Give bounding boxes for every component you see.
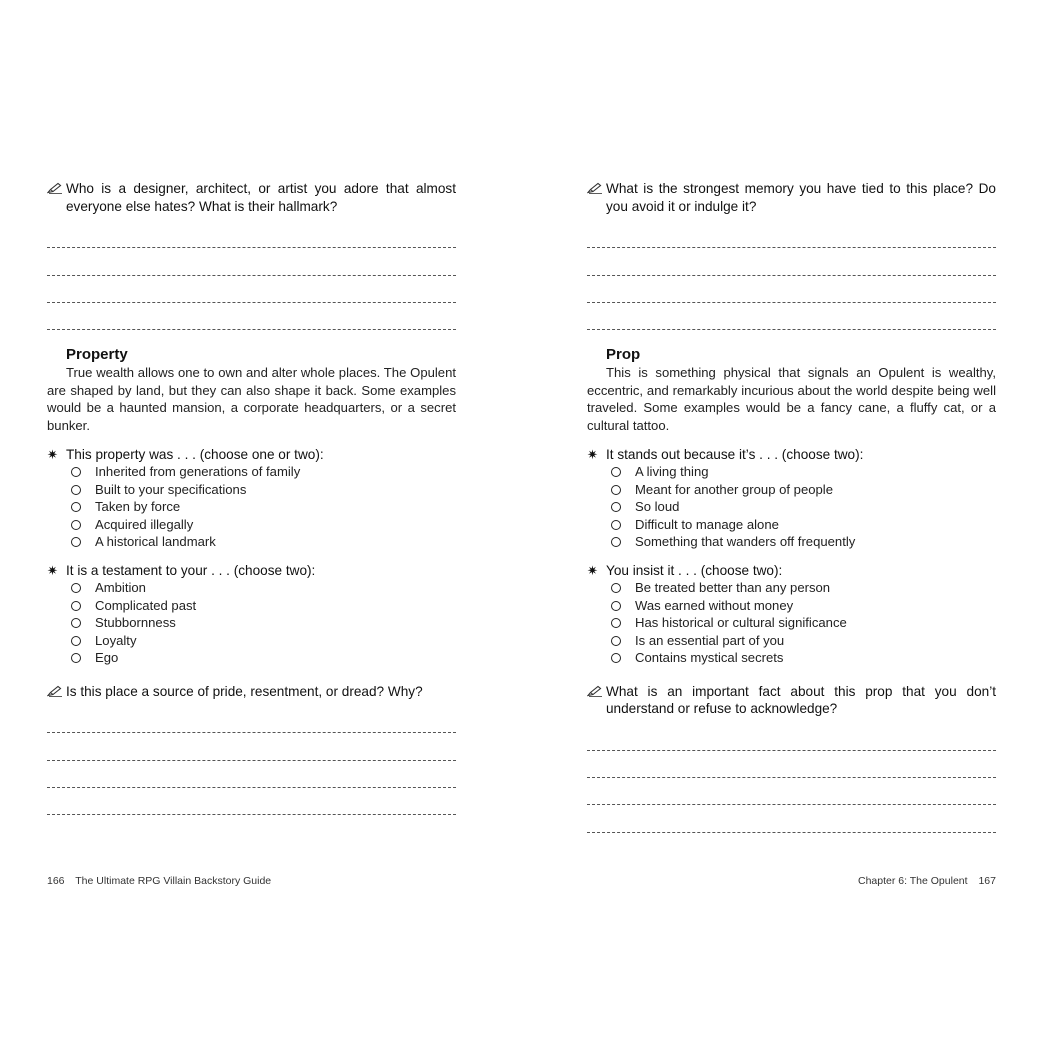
circle-checkbox-icon[interactable] [71, 467, 81, 477]
prompt-text: Is this place a source of pride, resentment, or dread? Why? [66, 683, 423, 699]
option-list [47, 463, 456, 551]
circle-checkbox-icon[interactable] [611, 467, 621, 477]
asterisk-icon: ✷ [587, 446, 598, 462]
section-body: This is something physical that signals an Opulent is wealthy, eccentric, and remarkably incurious about the world despite being well traveled. Some examples would be a fancy cane, a fluffy cat, or a cultural tattoo. [587, 365, 996, 433]
option-item[interactable] [47, 649, 456, 667]
section [587, 346, 996, 434]
option-label: Ego [95, 650, 119, 666]
answer-line[interactable] [47, 706, 456, 733]
option-item[interactable] [47, 498, 456, 516]
option-label: Has historical or cultural significance [635, 615, 847, 631]
answer-line[interactable] [587, 303, 996, 330]
answer-lines[interactable] [47, 706, 456, 815]
circle-checkbox-icon[interactable] [71, 653, 81, 663]
option-item[interactable] [47, 533, 456, 551]
answer-lines[interactable] [587, 724, 996, 833]
answer-line[interactable] [47, 788, 456, 815]
pencil-icon [587, 182, 603, 194]
circle-checkbox-icon[interactable] [611, 520, 621, 530]
answer-line[interactable] [587, 805, 996, 832]
circle-checkbox-icon[interactable] [71, 583, 81, 593]
answer-line[interactable] [587, 778, 996, 805]
asterisk-icon: ✷ [47, 562, 58, 578]
option-label: Complicated past [95, 597, 197, 613]
option-item[interactable] [587, 463, 996, 481]
option-list [587, 579, 996, 667]
left-page [47, 180, 456, 815]
option-label: Contains mystical secrets [635, 650, 784, 666]
circle-checkbox-icon[interactable] [611, 502, 621, 512]
circle-checkbox-icon[interactable] [71, 636, 81, 646]
question [47, 446, 456, 551]
circle-checkbox-icon[interactable] [611, 583, 621, 593]
option-label: A living thing [635, 464, 709, 480]
option-item[interactable] [587, 597, 996, 615]
option-item[interactable] [47, 481, 456, 499]
prompt-text: What is an important fact about this prop that you don’t understand or refuse to acknowledge? [606, 683, 996, 717]
option-item[interactable] [47, 463, 456, 481]
answer-line[interactable] [587, 248, 996, 275]
circle-checkbox-icon[interactable] [71, 537, 81, 547]
circle-checkbox-icon[interactable] [611, 653, 621, 663]
option-item[interactable] [47, 632, 456, 650]
pencil-icon [47, 685, 63, 697]
asterisk-icon: ✷ [587, 562, 598, 578]
option-item[interactable] [47, 579, 456, 597]
circle-checkbox-icon[interactable] [71, 520, 81, 530]
section [47, 346, 456, 434]
answer-line[interactable] [587, 276, 996, 303]
question-label [587, 562, 996, 580]
circle-checkbox-icon[interactable] [611, 537, 621, 547]
writing-prompt [47, 180, 456, 215]
option-label: Meant for another group of people [635, 481, 833, 497]
answer-lines[interactable] [47, 221, 456, 330]
option-label: Difficult to manage alone [635, 516, 779, 532]
option-item[interactable] [587, 533, 996, 551]
option-item[interactable] [587, 632, 996, 650]
question-text: This property was . . . (choose one or two): [66, 446, 324, 462]
option-label: Loyalty [95, 632, 137, 648]
option-label: Taken by force [95, 499, 181, 515]
option-label: A historical landmark [95, 534, 216, 550]
pencil-icon [47, 182, 63, 194]
circle-checkbox-icon[interactable] [611, 601, 621, 611]
circle-checkbox-icon[interactable] [611, 618, 621, 628]
question [587, 562, 996, 667]
option-item[interactable] [587, 614, 996, 632]
option-item[interactable] [47, 597, 456, 615]
option-label: So loud [635, 499, 680, 515]
answer-line[interactable] [587, 724, 996, 751]
writing-prompt [587, 683, 996, 718]
asterisk-icon: ✷ [47, 446, 58, 462]
section-title: Prop [606, 346, 641, 364]
option-item[interactable] [587, 498, 996, 516]
option-label: Stubbornness [95, 615, 176, 631]
option-label: Inherited from generations of family [95, 464, 301, 480]
answer-line[interactable] [47, 248, 456, 275]
question [587, 446, 996, 551]
section-body: True wealth allows one to own and alter whole places. The Opulent are shaped by land, but they can also shape it back. Some examples would be a haunted mansion, a corporate headquarters, or a secret bunker. [47, 365, 456, 433]
circle-checkbox-icon[interactable] [611, 485, 621, 495]
answer-lines[interactable] [587, 221, 996, 330]
option-item[interactable] [587, 516, 996, 534]
option-item[interactable] [587, 481, 996, 499]
right-footer [858, 874, 996, 888]
question [47, 562, 456, 667]
prompt-text: Who is a designer, architect, or artist you adore that almost everyone else hates? What is their hallmark? [66, 181, 456, 214]
option-item[interactable] [47, 516, 456, 534]
option-label: Was earned without money [635, 597, 794, 613]
answer-line[interactable] [47, 761, 456, 788]
option-item[interactable] [587, 579, 996, 597]
answer-line[interactable] [47, 276, 456, 303]
question-text: You insist it . . . (choose two): [606, 562, 783, 578]
option-label: Acquired illegally [95, 516, 194, 532]
option-list [587, 463, 996, 551]
answer-line[interactable] [587, 221, 996, 248]
option-label: Something that wanders off frequently [635, 534, 856, 550]
question-label [587, 446, 996, 464]
answer-line[interactable] [47, 733, 456, 760]
option-item[interactable] [47, 614, 456, 632]
question-label [47, 562, 456, 580]
question-text: It stands out because it’s . . . (choose two): [606, 446, 864, 462]
option-label: Ambition [95, 580, 146, 596]
pencil-icon [587, 685, 603, 697]
running-title: The Ultimate RPG Villain Backstory Guide [75, 875, 272, 887]
circle-checkbox-icon[interactable] [71, 485, 81, 495]
left-footer [47, 874, 271, 888]
right-page [587, 180, 996, 833]
circle-checkbox-icon[interactable] [71, 618, 81, 628]
answer-line[interactable] [47, 303, 456, 330]
circle-checkbox-icon[interactable] [71, 601, 81, 611]
option-label: Is an essential part of you [635, 632, 785, 648]
page-number: 167 [978, 875, 996, 887]
option-label: Built to your specifications [95, 481, 247, 497]
circle-checkbox-icon[interactable] [71, 502, 81, 512]
option-label: Be treated better than any person [635, 580, 831, 596]
running-title: Chapter 6: The Opulent [858, 875, 968, 887]
page-number: 166 [47, 875, 65, 887]
option-list [47, 579, 456, 667]
answer-line[interactable] [587, 751, 996, 778]
writing-prompt [47, 683, 456, 701]
section-title: Property [66, 346, 128, 364]
circle-checkbox-icon[interactable] [611, 636, 621, 646]
question-text: It is a testament to your . . . (choose two): [66, 562, 316, 578]
answer-line[interactable] [47, 221, 456, 248]
writing-prompt [587, 180, 996, 215]
option-item[interactable] [587, 649, 996, 667]
question-label [47, 446, 456, 464]
prompt-text: What is the strongest memory you have tied to this place? Do you avoid it or indulge it? [606, 181, 996, 214]
